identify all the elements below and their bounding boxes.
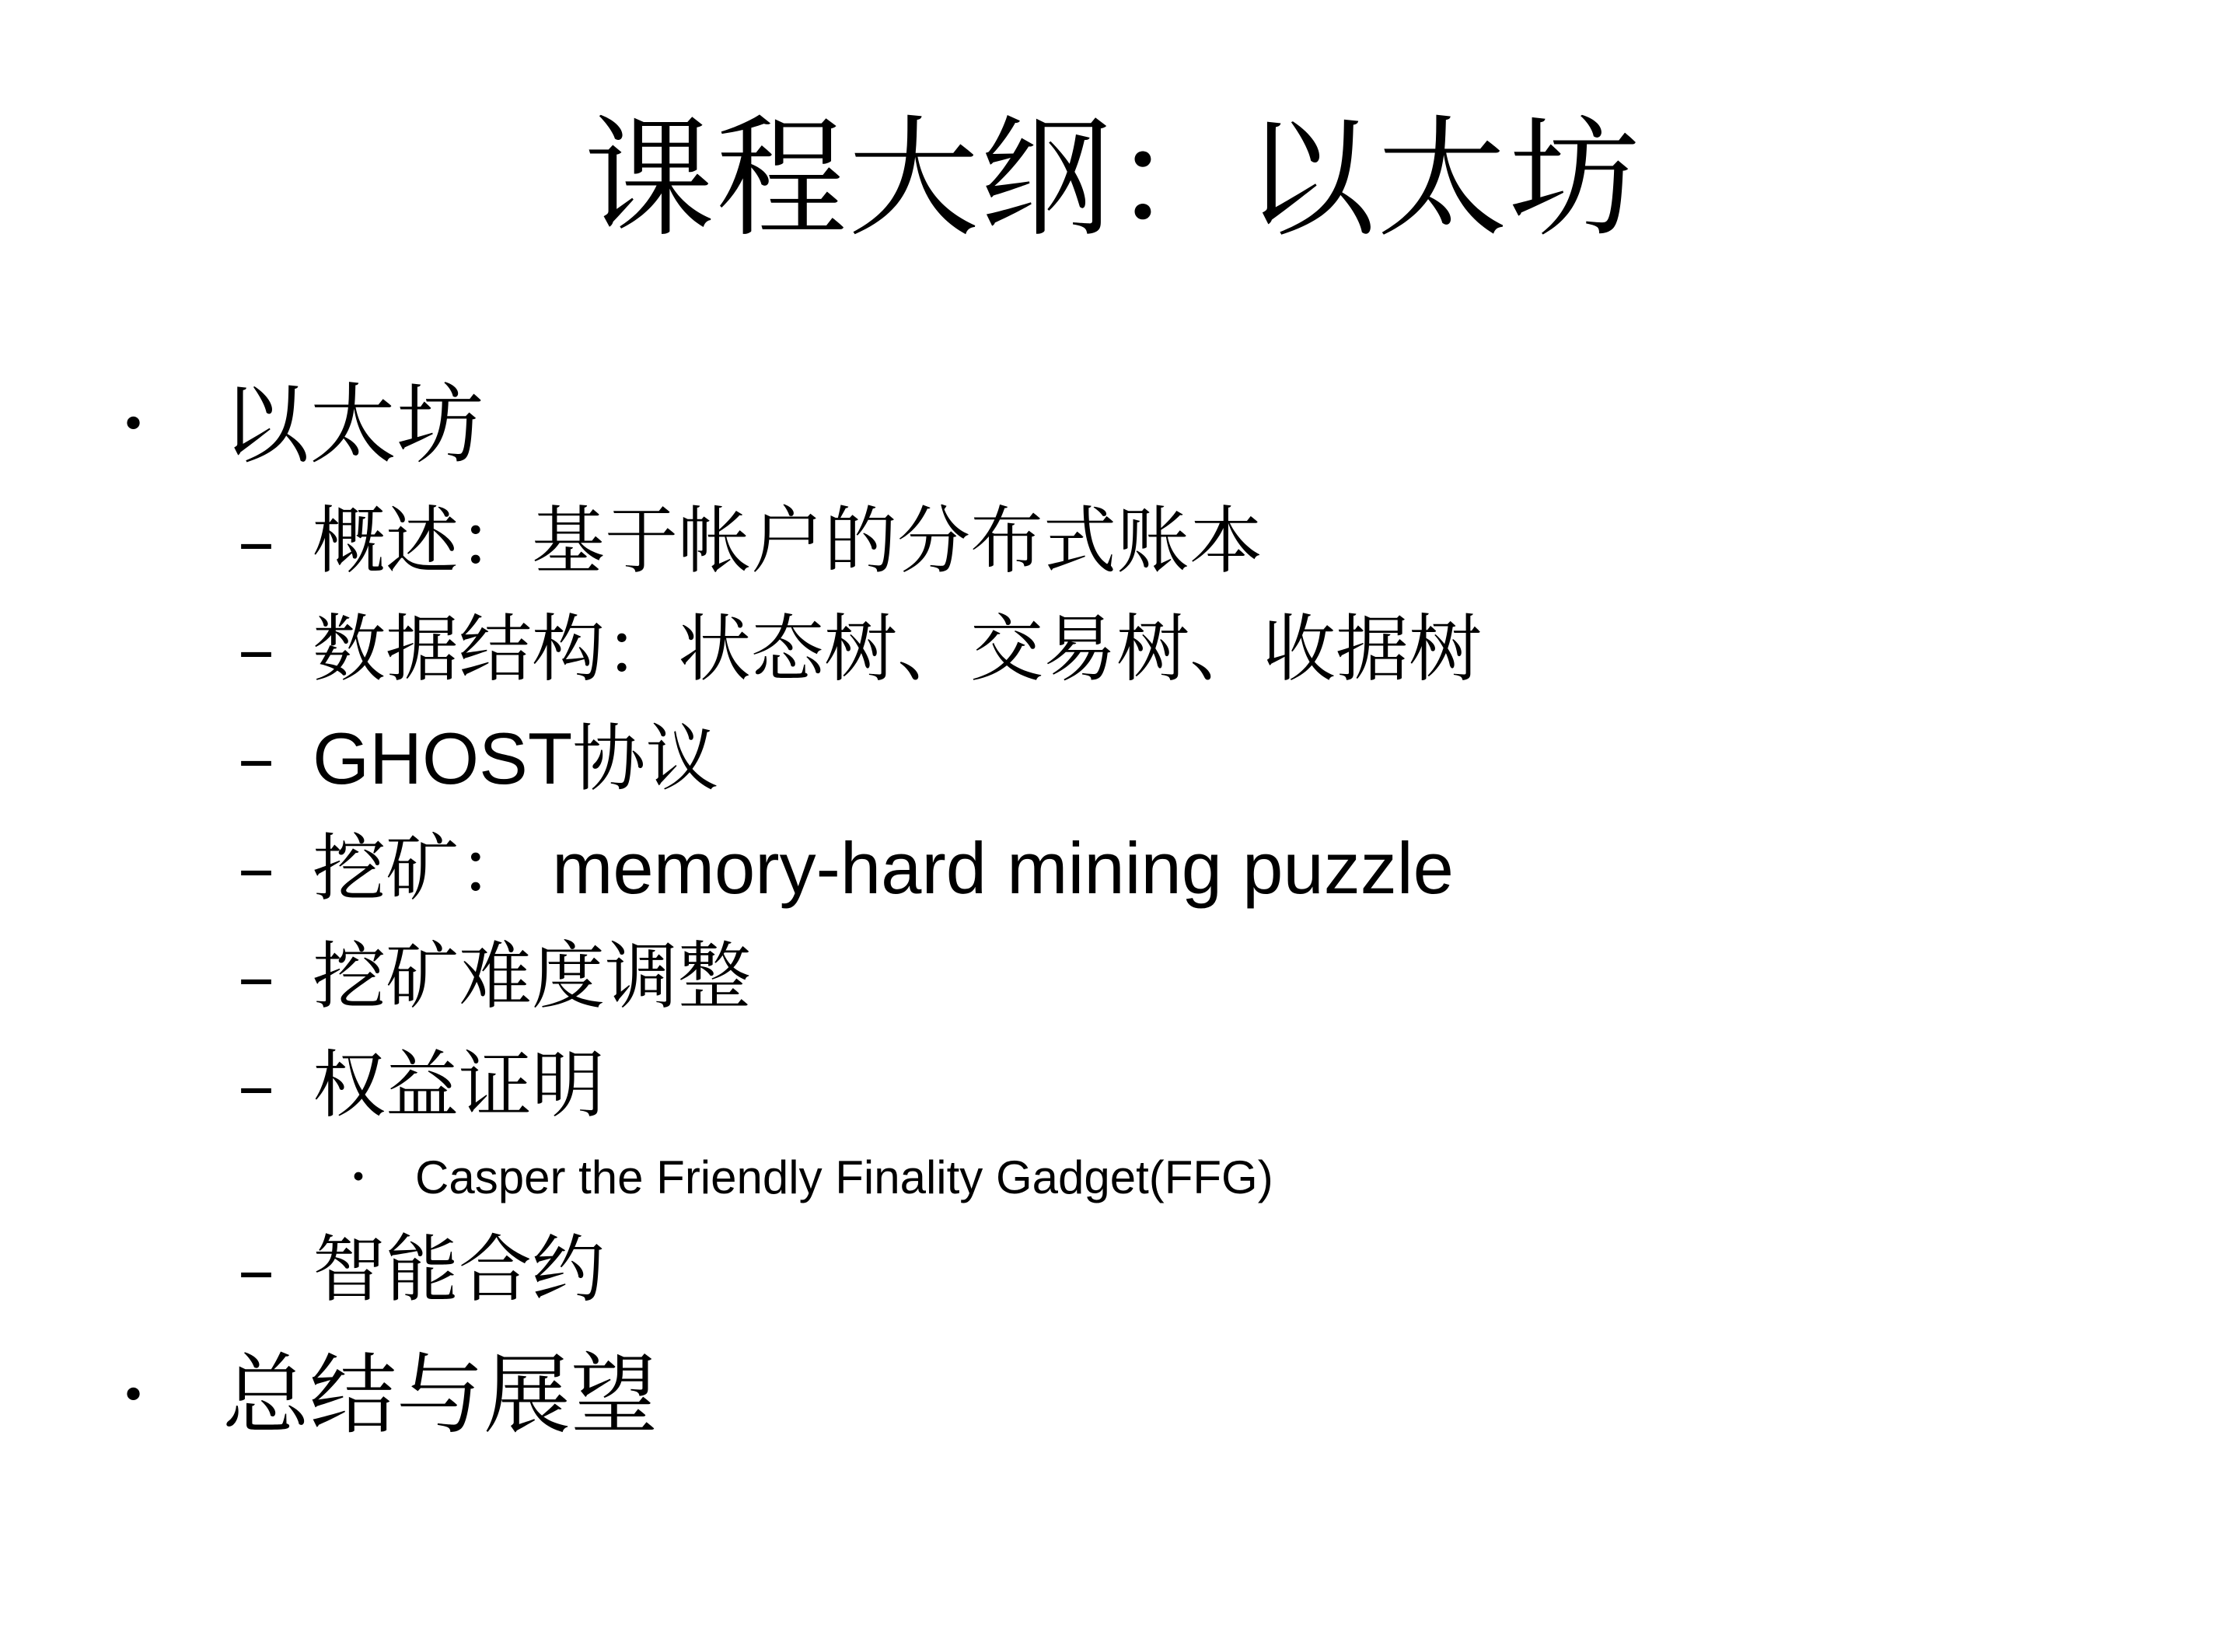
dash-marker: – xyxy=(238,716,274,802)
bullet-dot-marker: • xyxy=(121,1370,147,1421)
text-segment-cjk: 总结与展望 xyxy=(222,1344,658,1446)
text-segment-cjk: 协议 xyxy=(572,716,719,802)
bullet-item-data-structures xyxy=(0,599,2225,701)
bullet-item-proof-of-stake xyxy=(0,1035,2225,1137)
bullet-item-ghost-protocol xyxy=(0,707,2225,811)
bullet-dot-marker: • xyxy=(121,400,147,451)
bullet-item-summary-outlook xyxy=(0,1337,2225,1455)
text-segment-cjk: 数据结构：状态树、交易树、收据树 xyxy=(313,607,1483,693)
bullet-item-casper-ffg xyxy=(0,1143,2225,1213)
bullet-text xyxy=(313,817,1454,920)
bullet-text xyxy=(313,599,1482,701)
text-segment-cjk: 挖矿难度调整 xyxy=(313,934,752,1020)
bullet-text xyxy=(313,491,1263,593)
text-segment-cjk: 挖矿： xyxy=(313,826,533,911)
bullet-text xyxy=(415,1143,1273,1213)
bullet-text xyxy=(313,1035,605,1137)
bullet-item-mining-puzzle xyxy=(0,817,2225,920)
dash-marker: – xyxy=(238,934,274,1020)
bullet-list xyxy=(0,367,2225,1455)
text-segment-latin: GHOST xyxy=(313,717,573,799)
bullet-text xyxy=(222,1337,658,1455)
bullet-item-mining-difficulty xyxy=(0,926,2225,1029)
dash-marker: – xyxy=(238,607,274,693)
bullet-item-ethereum xyxy=(0,367,2225,484)
bullet-text xyxy=(313,926,751,1029)
dash-marker: – xyxy=(238,498,274,584)
bullet-text xyxy=(222,367,484,484)
dash-marker: – xyxy=(238,1043,274,1128)
bullet-dot-marker: • xyxy=(350,1160,367,1195)
dash-marker: – xyxy=(238,826,274,911)
text-segment-latin: memory-hard mining puzzle xyxy=(532,826,1454,909)
text-segment-latin: Casper the Friendly Finality Gadget(FFG) xyxy=(415,1151,1273,1204)
text-segment-cjk: 权益证明 xyxy=(313,1043,606,1128)
bullet-item-overview xyxy=(0,491,2225,593)
text-segment-cjk: 智能合约 xyxy=(313,1228,606,1313)
slide-title: 课程大纲：以太坊 xyxy=(584,103,1641,255)
bullet-text xyxy=(313,707,718,811)
bullet-text xyxy=(313,1219,605,1322)
bullet-item-smart-contracts xyxy=(0,1219,2225,1322)
dash-marker: – xyxy=(238,1228,274,1313)
text-segment-cjk: 以太坊 xyxy=(222,374,484,476)
text-segment-cjk: 概述：基于帐户的分布式账本 xyxy=(313,498,1263,584)
